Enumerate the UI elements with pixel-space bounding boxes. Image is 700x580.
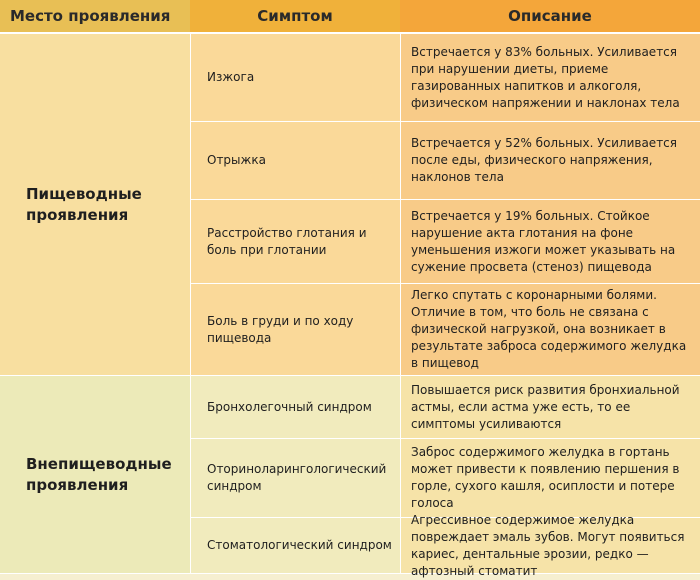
description-text: Встречается у 52% больных. Усиливается после еды, физического напряжения, наклонов тела [411, 136, 677, 184]
header-symptom: Симптом [190, 0, 400, 34]
group-place-label: Пищеводные проявления [26, 184, 142, 224]
symptom-label: Изжога [207, 70, 255, 84]
description-text: Агрессивное содержимое желудка повреждает эмаль зубов. Могут появиться кариес, дентальные эрозии, редко — афтозный стоматит [411, 512, 685, 578]
symptom-label: Стоматологический синдром [207, 538, 392, 552]
description-text: Заброс содержимого желудка в гортань может привести к появлению першения в горле, сухого кашля, осиплости и потере голоса [411, 445, 680, 510]
symptom-cell [190, 122, 400, 200]
symptom-label: Бронхолегочный синдром [207, 399, 372, 414]
symptom-label: Боль в груди и по ходу пищевода [207, 313, 354, 345]
description-text: Встречается у 19% больных. Стойкое нарушение акта глотания на фоне уменьшения изжоги может указывать на сужение просвета (стеноз) пищевода [411, 208, 676, 274]
description-text: Повышается риск развития бронхиальной астмы, если астма уже есть, то ее симптомы усиливаются [411, 382, 680, 431]
description-text: Легко спутать с коронарными болями. Отличие в том, что боль не связана с физической нагрузкой, она возникает в результате заброса содержимого желудка в пищевод [411, 288, 687, 370]
symptom-label: Отрыжка [207, 153, 266, 167]
description-cell [400, 512, 700, 578]
group-place-label: Внепищеводные проявления [26, 454, 172, 494]
symptom-cell [190, 200, 400, 284]
description-text: Встречается у 83% больных. Усиливается при нарушении диеты, приеме газированных напитков и алкоголя, физическом напряжении и наклонах тела [411, 44, 680, 110]
group-place-esophageal [0, 34, 190, 376]
symptom-cell [190, 34, 400, 122]
header-description: Описание [400, 0, 700, 34]
group-place-extraesophageal [0, 376, 190, 574]
symptom-cell [190, 439, 400, 518]
description-cell [400, 200, 700, 284]
symptom-cell [190, 518, 400, 574]
symptom-cell [190, 284, 400, 376]
header-place: Место проявления [0, 0, 190, 34]
description-cell [400, 284, 700, 376]
symptom-cell [190, 376, 400, 439]
description-cell [400, 439, 700, 518]
description-cell [400, 34, 700, 122]
description-cell [400, 376, 700, 439]
symptom-label: Оториноларингологический синдром [207, 462, 387, 493]
symptom-label: Расстройство глотания и боль при глотании [207, 225, 367, 257]
description-cell [400, 122, 700, 200]
